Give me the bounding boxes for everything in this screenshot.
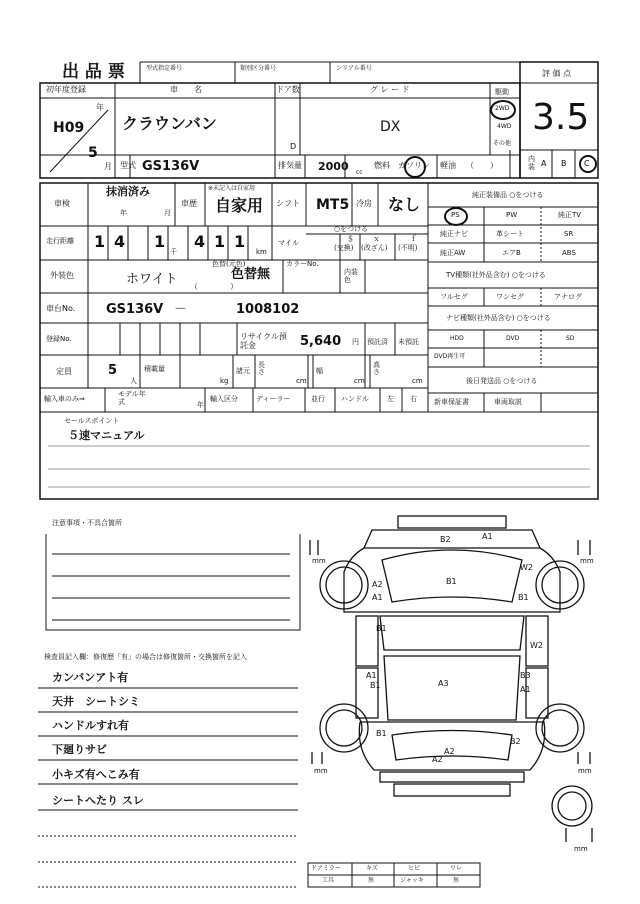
option-airbag: エアB — [502, 249, 521, 257]
type-designation-label: 型式指定番号 — [146, 65, 183, 72]
dvd-playback: DVD再生可 — [434, 353, 466, 360]
ac-label: 冷房 — [356, 199, 372, 208]
damage-mark: A2 — [444, 747, 455, 756]
mm-label: mm — [578, 767, 592, 775]
exterior-color-label: 外装色 — [50, 271, 74, 280]
interior-grade-a: A — [541, 159, 547, 168]
mileage-digit: 1 — [154, 232, 166, 251]
legend-cell: ジャッキ — [400, 877, 424, 884]
car-name: クラウンバン — [122, 114, 217, 133]
inspection-month: 月 — [164, 209, 171, 217]
yen-unit: 円 — [352, 338, 359, 346]
history-value: 自家用 — [215, 196, 264, 215]
tv-title: TV種類(社外品含む) ○をつける — [446, 271, 546, 279]
damage-mark: B1 — [370, 681, 381, 690]
inspection-year: 年 — [120, 209, 127, 217]
chassis-model: GS136V — [106, 302, 164, 317]
category-label: 類別区分番号 — [240, 65, 277, 72]
displacement-label: 排気量 — [278, 161, 302, 170]
option-sr: SR — [564, 230, 574, 238]
fuel-other: （ ） — [466, 161, 498, 170]
selected-ps-circle — [444, 207, 468, 226]
model-year-label: モデル年式 — [118, 390, 146, 406]
legend-cell: ヒビ — [408, 865, 421, 872]
chassis-label: 車台No. — [46, 304, 76, 313]
evaluation-label: 評 価 点 — [542, 69, 572, 78]
interior-grade-c: C — [584, 159, 590, 168]
damage-mark: A1 — [366, 671, 377, 680]
mileage-label: 走行距離 — [46, 237, 74, 245]
option-ps: PS — [451, 211, 460, 219]
load-label: 積載量 — [144, 365, 165, 373]
interior-label: 内装 — [528, 155, 535, 171]
note-line: 天井 シートシミ — [52, 695, 140, 708]
damage-mark: A1 — [372, 593, 383, 602]
mm-label: mm — [312, 557, 326, 565]
mileage-digit: 1 — [234, 232, 246, 251]
legend-cell: ワレ — [450, 865, 463, 872]
car-diagram — [310, 516, 592, 842]
km-unit: km — [256, 248, 267, 256]
recycle-label: リサイクル預託金 — [240, 332, 287, 350]
form-title: 出 品 票 — [62, 62, 125, 82]
damage-mark: B2 — [440, 535, 451, 544]
model-label: 型式 — [120, 161, 136, 170]
year-unit: 年 — [96, 103, 104, 112]
option-pw: PW — [506, 211, 518, 219]
grade-label: グ レ ー ド — [370, 85, 410, 94]
damage-mark: B1 — [376, 729, 387, 738]
selected-fuel-circle — [404, 156, 426, 178]
deposit-unpaid: 未預託 — [398, 338, 419, 346]
option-swap-label: (交換) — [334, 244, 354, 252]
option-swap: ＄ — [347, 235, 354, 243]
import-dealer: ディーラー — [256, 395, 291, 403]
navi-title: ナビ種類(社外品含む) ○をつける — [446, 314, 551, 322]
option-tamper: ｘ — [373, 235, 380, 243]
history-label: 車歴 — [181, 199, 197, 208]
grade-value: DX — [380, 119, 401, 135]
option-abs: ABS — [562, 249, 576, 257]
option-unknown-label: (不明) — [398, 244, 418, 252]
shift-value: MT5 — [316, 197, 350, 213]
later-title: 後日発送品 ○をつける — [466, 377, 538, 385]
dimensions-label: 諸元 — [236, 367, 250, 375]
height-cm: cm — [412, 377, 423, 385]
month-unit: 月 — [104, 162, 112, 171]
inspection-label: 車検 — [54, 199, 70, 208]
navi-sd: SD — [566, 335, 575, 342]
damage-mark: W2 — [530, 641, 543, 650]
note-line: 小キズ有へこみ有 — [52, 768, 140, 781]
drive-4wd: 4WD — [497, 123, 512, 130]
registration-month: 5 — [88, 145, 98, 161]
tv-fullseg: フルセグ — [440, 293, 468, 301]
width-cm: cm — [354, 377, 365, 385]
damage-mark: A2 — [432, 755, 443, 764]
selected-2wd-circle — [490, 100, 516, 120]
import-only-label: 輸入車のみ⇒ — [44, 395, 85, 403]
chassis-number: 1008102 — [236, 302, 300, 317]
tv-oneseg: ワンセグ — [496, 293, 524, 301]
original-color-paren: （ ） — [190, 282, 238, 291]
legend-cell: 無 — [453, 877, 460, 884]
color-change-label: 色替(元色) — [212, 260, 246, 268]
mileage-digit: 1 — [214, 232, 226, 251]
mm-label: mm — [580, 557, 594, 565]
legend-cell: 工具 — [322, 877, 335, 884]
registration-no-label: 登録No. — [46, 335, 72, 343]
exterior-color-value: ホワイト — [126, 272, 178, 287]
selected-interior-circle — [579, 155, 597, 173]
model-year-unit: 年 — [197, 401, 204, 409]
import-category-label: 輸入区分 — [210, 395, 238, 403]
owners-manual: 車両取説 — [494, 398, 522, 406]
damage-mark: B1 — [446, 577, 457, 586]
mm-label: mm — [574, 845, 588, 853]
sales-point-label: セールスポイント — [64, 417, 120, 425]
damage-mark: B1 — [518, 593, 529, 602]
new-car-warranty: 新車保証書 — [434, 398, 469, 406]
displacement-value: 2000 — [318, 160, 349, 173]
inspection-value: 抹消済み — [106, 185, 150, 198]
cc-unit: cc — [356, 169, 363, 176]
navi-dvd: DVD — [506, 335, 520, 342]
damage-mark: B3 — [520, 671, 531, 680]
notes-label: 注意事項・不具合箇所 — [52, 519, 122, 527]
legend-cell: 無 — [368, 877, 375, 884]
tv-analog: アナログ — [554, 293, 582, 301]
damage-mark: A2 — [372, 580, 383, 589]
inspector-note: 検査員記入欄：修復歴「有」の場合は修復箇所・交換箇所を記入 — [44, 653, 247, 661]
import-parallel: 並行 — [311, 395, 325, 403]
recycle-amount: 5,640 — [300, 334, 342, 349]
shift-label: シフト — [276, 199, 300, 208]
mileage-digit: 4 — [114, 232, 126, 251]
ac-value: なし — [388, 195, 421, 214]
handle-label: ハンドル — [341, 395, 369, 403]
length-cm: cm — [296, 377, 307, 385]
note-line: ハンドルすれ有 — [52, 719, 129, 732]
drive-other: その他 — [493, 140, 512, 147]
damage-mark: A1 — [520, 685, 531, 694]
capacity-value: 5 — [108, 363, 118, 378]
damage-mark: B2 — [510, 737, 521, 746]
color-number-label: カラーNo. — [286, 260, 319, 268]
options-title: 純正装備品 ○をつける — [472, 191, 544, 199]
car-name-label: 車 名 — [170, 85, 202, 94]
door-value: D — [290, 142, 297, 151]
option-leather: 革シート — [496, 230, 524, 238]
fuel-gasoline: ガソリン — [398, 161, 430, 170]
history-note: ※未記入は自家用 — [208, 185, 256, 192]
option-unknown: ｆ — [410, 235, 417, 243]
kg-unit: kg — [220, 377, 229, 385]
mile-label: マイル — [278, 239, 299, 247]
legend-cell: ドアミラー — [311, 865, 341, 872]
mileage-digit: 1 — [94, 232, 106, 251]
doors-label: ドア数 — [276, 85, 300, 94]
damage-mark: A1 — [482, 532, 493, 541]
mm-label: mm — [314, 767, 328, 775]
option-navi: 純正ナビ — [440, 230, 468, 238]
navi-hdd: HDD — [450, 335, 464, 342]
damage-mark: A3 — [438, 679, 449, 688]
handle-left: 左 — [387, 395, 394, 403]
fuel-label: 燃料 — [374, 161, 390, 170]
interior-color-label: 内装色 — [344, 268, 358, 285]
damage-mark: B1 — [376, 624, 387, 633]
note-line: シートへたり スレ — [52, 794, 144, 807]
capacity-unit: 人 — [130, 377, 137, 385]
handle-right: 右 — [410, 395, 417, 403]
option-aw: 純正AW — [440, 249, 466, 257]
chassis-dash: － — [174, 302, 188, 317]
drive-label: 駆動 — [495, 88, 509, 96]
option-tamper-label: (改ざん) — [361, 244, 388, 252]
capacity-label: 定員 — [56, 367, 72, 376]
legend-cell: キズ — [366, 865, 378, 872]
drive-2wd: 2WD — [495, 105, 510, 112]
circle-note: ○をつける — [334, 225, 369, 233]
registration-year: H09 — [53, 120, 85, 136]
length-label: 長さ — [258, 361, 265, 376]
note-line: 下廻りサビ — [52, 743, 107, 756]
damage-mark: W2 — [520, 563, 533, 572]
fuel-diesel: 軽油 — [440, 161, 456, 170]
thousand-unit: 千 — [170, 248, 177, 256]
note-line: カンバンアト有 — [52, 671, 129, 684]
deposit-paid: 預託済 — [367, 338, 388, 346]
model-value: GS136V — [142, 159, 200, 174]
first-registration-label: 初年度登録 — [46, 85, 86, 94]
interior-grade-b: B — [561, 159, 567, 168]
mileage-digit: 4 — [194, 232, 206, 251]
height-label: 高さ — [373, 361, 380, 376]
serial-label: シリアル番号 — [336, 65, 372, 72]
width-label: 幅 — [316, 367, 323, 375]
sales-point-text: ５速マニュアル — [68, 429, 145, 442]
option-tv: 純正TV — [558, 211, 582, 219]
color-change-value: 色替無 — [231, 267, 271, 282]
evaluation-score: 3.5 — [532, 97, 590, 138]
